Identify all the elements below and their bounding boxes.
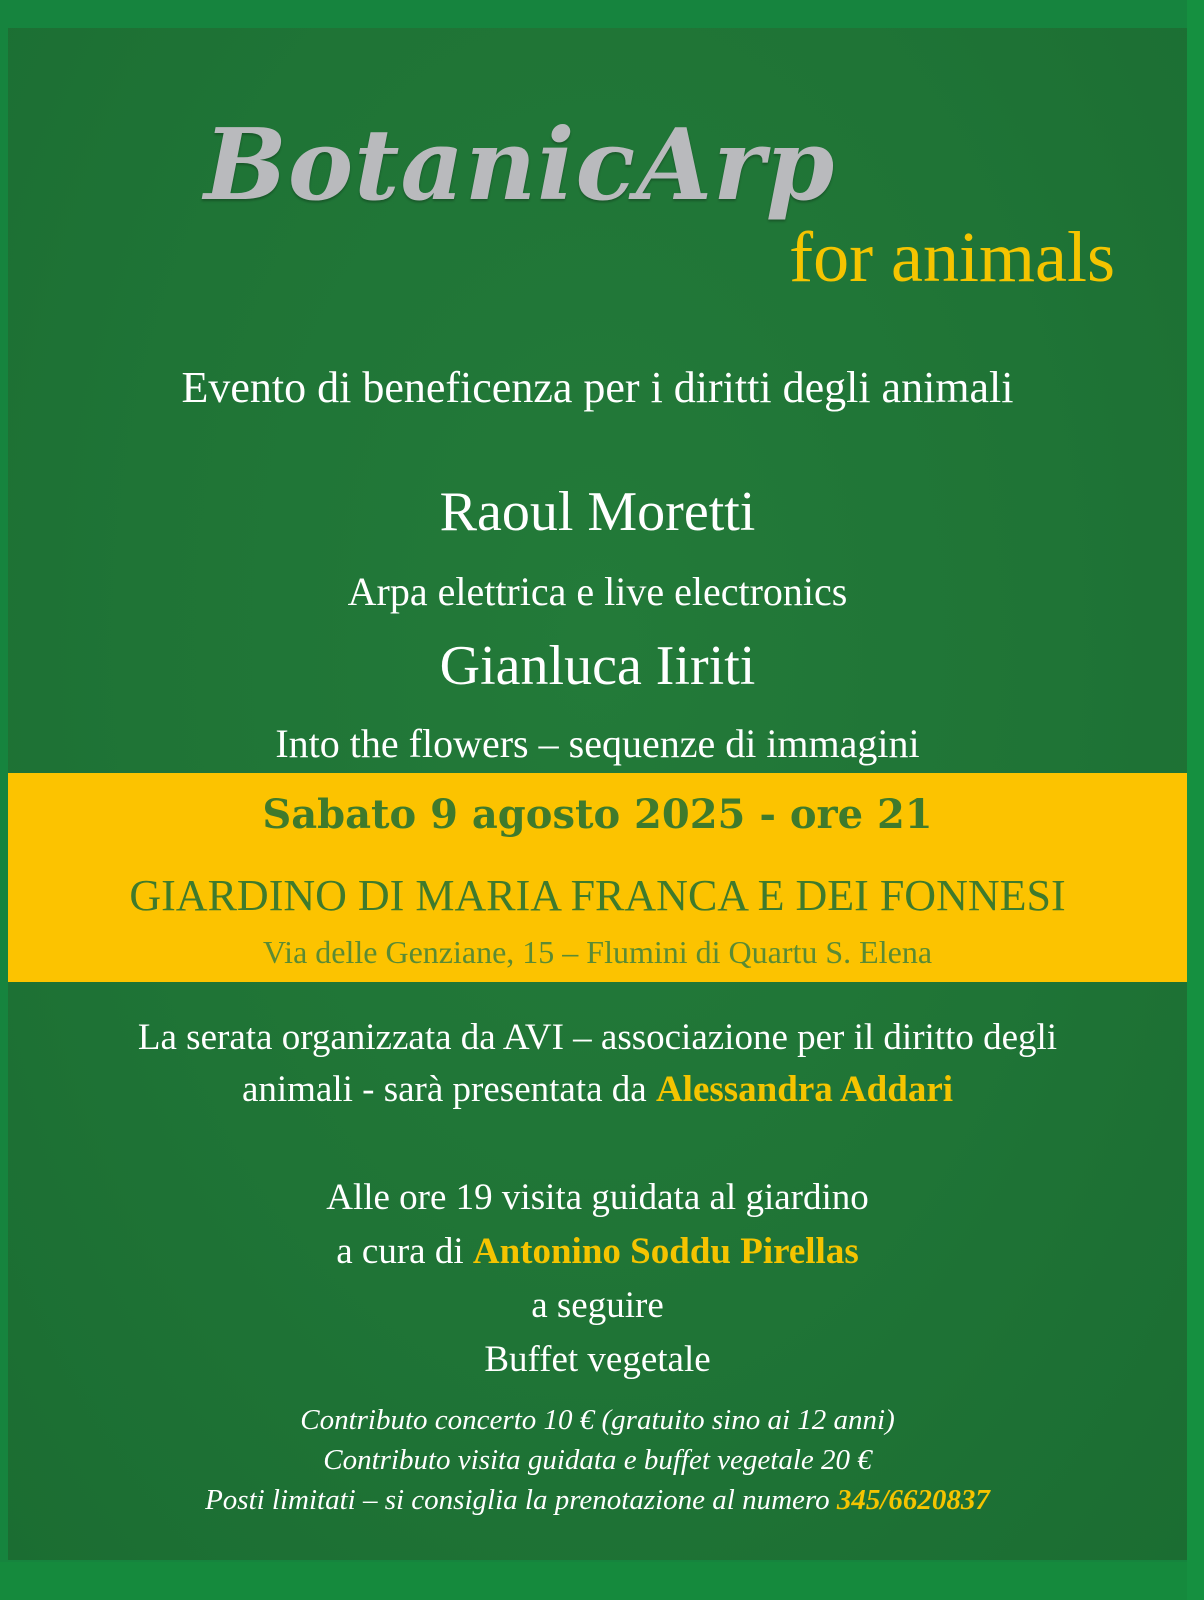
poster-subtitle: for animals [789, 217, 1115, 297]
guide-prefix: a cura di [336, 1231, 473, 1272]
performer-name: Gianluca Iiriti [439, 635, 756, 697]
presenter-line [8, 1064, 1187, 1116]
event-date-time: Sabato 9 agosto 2025 - ore 21 [262, 791, 933, 838]
venue-address: Via delle Genziane, 15 – Flumini di Quartu S. Elena [262, 934, 933, 970]
venue-name: GIARDINO DI MARIA FRANCA E DEI FONNESI [129, 871, 1066, 920]
bottom-border [0, 1562, 1204, 1600]
visit-buffet-contribution: Contributo visita guidata e buffet vegetale 20 € [323, 1444, 872, 1476]
performer-role: Into the flowers – sequenze di immagini [275, 721, 920, 766]
presenter-prefix: animali - sarà presentata da [241, 1069, 656, 1110]
guide-line [8, 1225, 1187, 1279]
performer-role: Arpa elettrica e live electronics [347, 569, 848, 614]
poster-title: BotanicArp [204, 108, 836, 223]
concert-contribution: Contributo concerto 10 € (gratuito sino ai 12 anni) [300, 1404, 895, 1436]
schedule-info [8, 1171, 1187, 1387]
event-description: Evento di beneficenza per i diritti degli animali [181, 363, 1014, 412]
booking-prefix: Posti limitati – si consiglia la prenotazione al numero [205, 1484, 837, 1516]
organizer-info [8, 1012, 1187, 1116]
performer-name: Raoul Moretti [439, 481, 756, 543]
right-border [1187, 0, 1204, 1600]
booking-phone: 345/6620837 [836, 1484, 990, 1516]
date-venue-band [8, 773, 1187, 982]
guide-name: Antonino Soddu Pirellas [472, 1231, 859, 1272]
organizer-line: La serata organizzata da AVI – associazione per il diritto degli [137, 1017, 1058, 1058]
visit-line: Alle ore 19 visita guidata al giardino [326, 1177, 869, 1218]
buffet-line: Buffet vegetale [484, 1339, 711, 1380]
contribution-info [8, 1400, 1187, 1520]
then-line: a seguire [531, 1285, 664, 1326]
booking-line [8, 1480, 1187, 1520]
poster [8, 28, 1187, 1560]
presenter-name: Alessandra Addari [655, 1069, 954, 1110]
